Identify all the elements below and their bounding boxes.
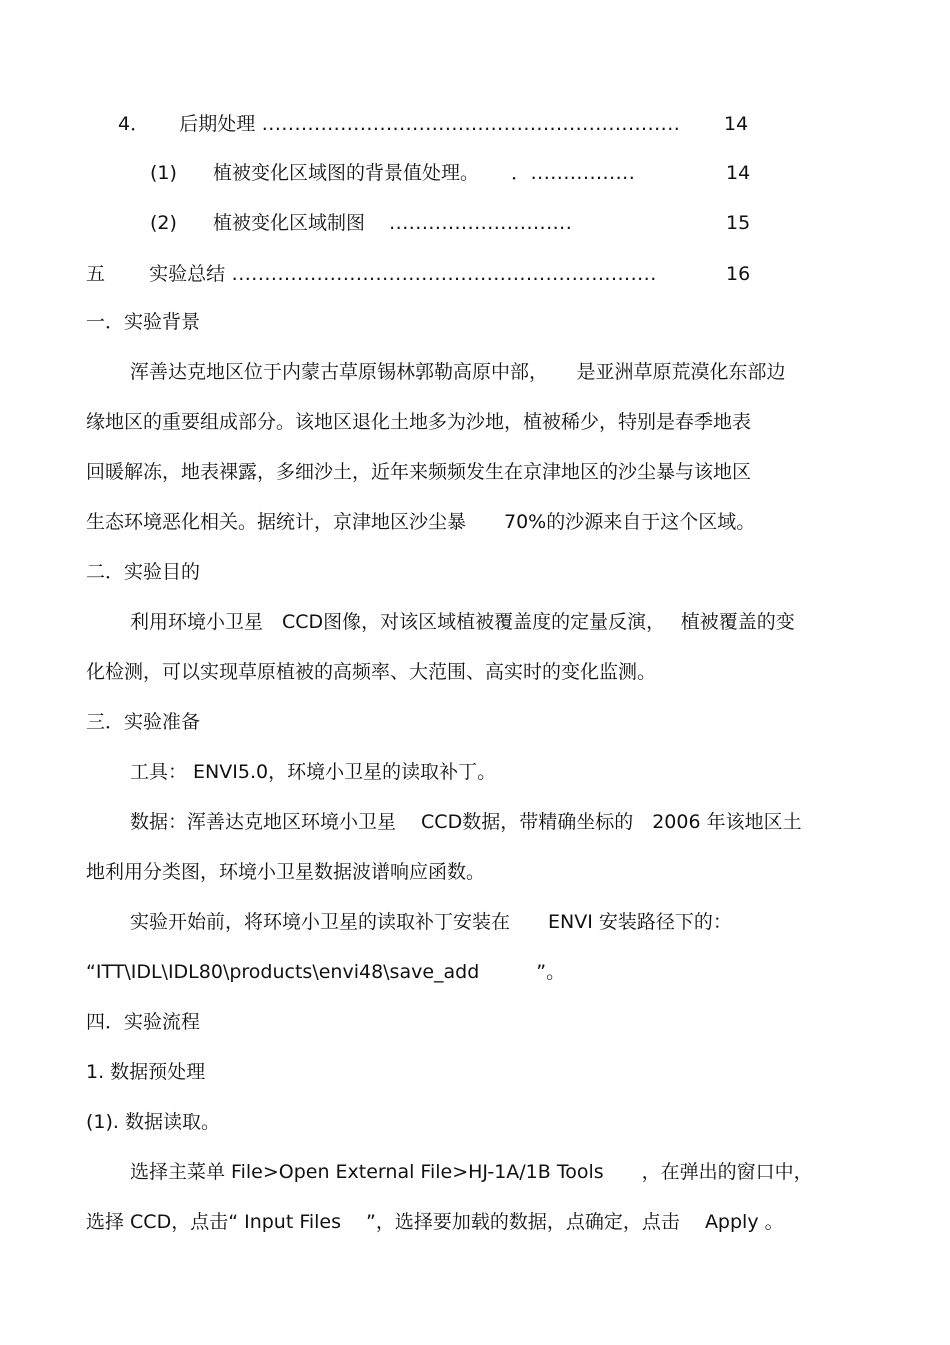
toc-index: 五 (86, 263, 106, 285)
paragraph-line: 实验开始前，将环境小卫星的读取补丁安装在 ENVI 安装路径下的： (130, 911, 732, 933)
toc-leader: ................................................................ (255, 113, 681, 135)
toc-entry-5 (86, 262, 657, 286)
toc-entry-4-2 (150, 211, 572, 235)
toc-title: 后期处理 (179, 113, 256, 135)
install-path-line: “ITT\IDL\IDL80\products\envi48\save_add ”。 (86, 961, 566, 983)
toc-entry-4 (118, 112, 680, 136)
toc-index: (1) (150, 162, 177, 184)
toc-leader: ................................................................. (225, 263, 657, 285)
paragraph-line: 选择主菜单 File>Open External File>HJ-1A/1B Tools ，在弹出的窗口中， (130, 1161, 813, 1183)
toc-leader: ............................ (389, 212, 573, 234)
toc-title: 植被变化区域制图 (213, 212, 366, 234)
toc-leader: ．................ (511, 162, 636, 184)
toc-page-number: 14 (726, 162, 751, 184)
toc-page-number: 15 (726, 212, 751, 234)
paragraph-line: 利用环境小卫星 CCD图像，对该区域植被覆盖度的定量反演， 植被覆盖的变 (130, 611, 795, 633)
paragraph-line: 生态环境恶化相关。据统计，京津地区沙尘暴 70%的沙源来自于这个区域。 (86, 511, 756, 533)
subheading-step-1: 1. 数据预处理 (86, 1061, 206, 1083)
toc-entry-4-1 (150, 161, 635, 185)
toc-title: 植被变化区域图的背景值处理。 (213, 162, 480, 184)
toc-index: (2) (150, 212, 177, 234)
section-heading-preparation: 三．实验准备 (86, 711, 201, 733)
tools-line: 工具： ENVI5.0，环境小卫星的读取补丁。 (130, 761, 497, 783)
toc-title: 实验总结 (149, 263, 226, 285)
paragraph-line: 缘地区的重要组成部分。该地区退化土地多为沙地，植被稀少，特别是春季地表 (86, 411, 752, 433)
section-heading-purpose: 二．实验目的 (86, 561, 201, 583)
toc-page-number: 16 (726, 263, 751, 285)
paragraph-line: 数据：浑善达克地区环境小卫星 CCD数据，带精确坐标的 2006 年该地区土 (130, 811, 802, 833)
paragraph-line: 回暖解冻，地表裸露，多细沙土，近年来频频发生在京津地区的沙尘暴与该地区 (86, 461, 752, 483)
section-heading-background: 一．实验背景 (86, 311, 201, 333)
paragraph-line: 地利用分类图，环境小卫星数据波谱响应函数。 (86, 861, 486, 883)
paragraph-line: 化检测，可以实现草原植被的高频率、大范围、高实时的变化监测。 (86, 661, 657, 683)
paragraph-line: 选择 CCD，点击“ Input Files ”，选择要加载的数据，点确定，点击 Apply 。 (86, 1211, 784, 1233)
toc-index: 4． (118, 113, 150, 135)
paragraph-line: 浑善达克地区位于内蒙古草原锡林郭勒高原中部， 是亚洲草原荒漠化东部边 (130, 361, 786, 383)
toc-page-number: 14 (724, 113, 749, 135)
section-heading-process: 四．实验流程 (86, 1011, 201, 1033)
subheading-step-1-1: (1). 数据读取。 (86, 1111, 220, 1133)
